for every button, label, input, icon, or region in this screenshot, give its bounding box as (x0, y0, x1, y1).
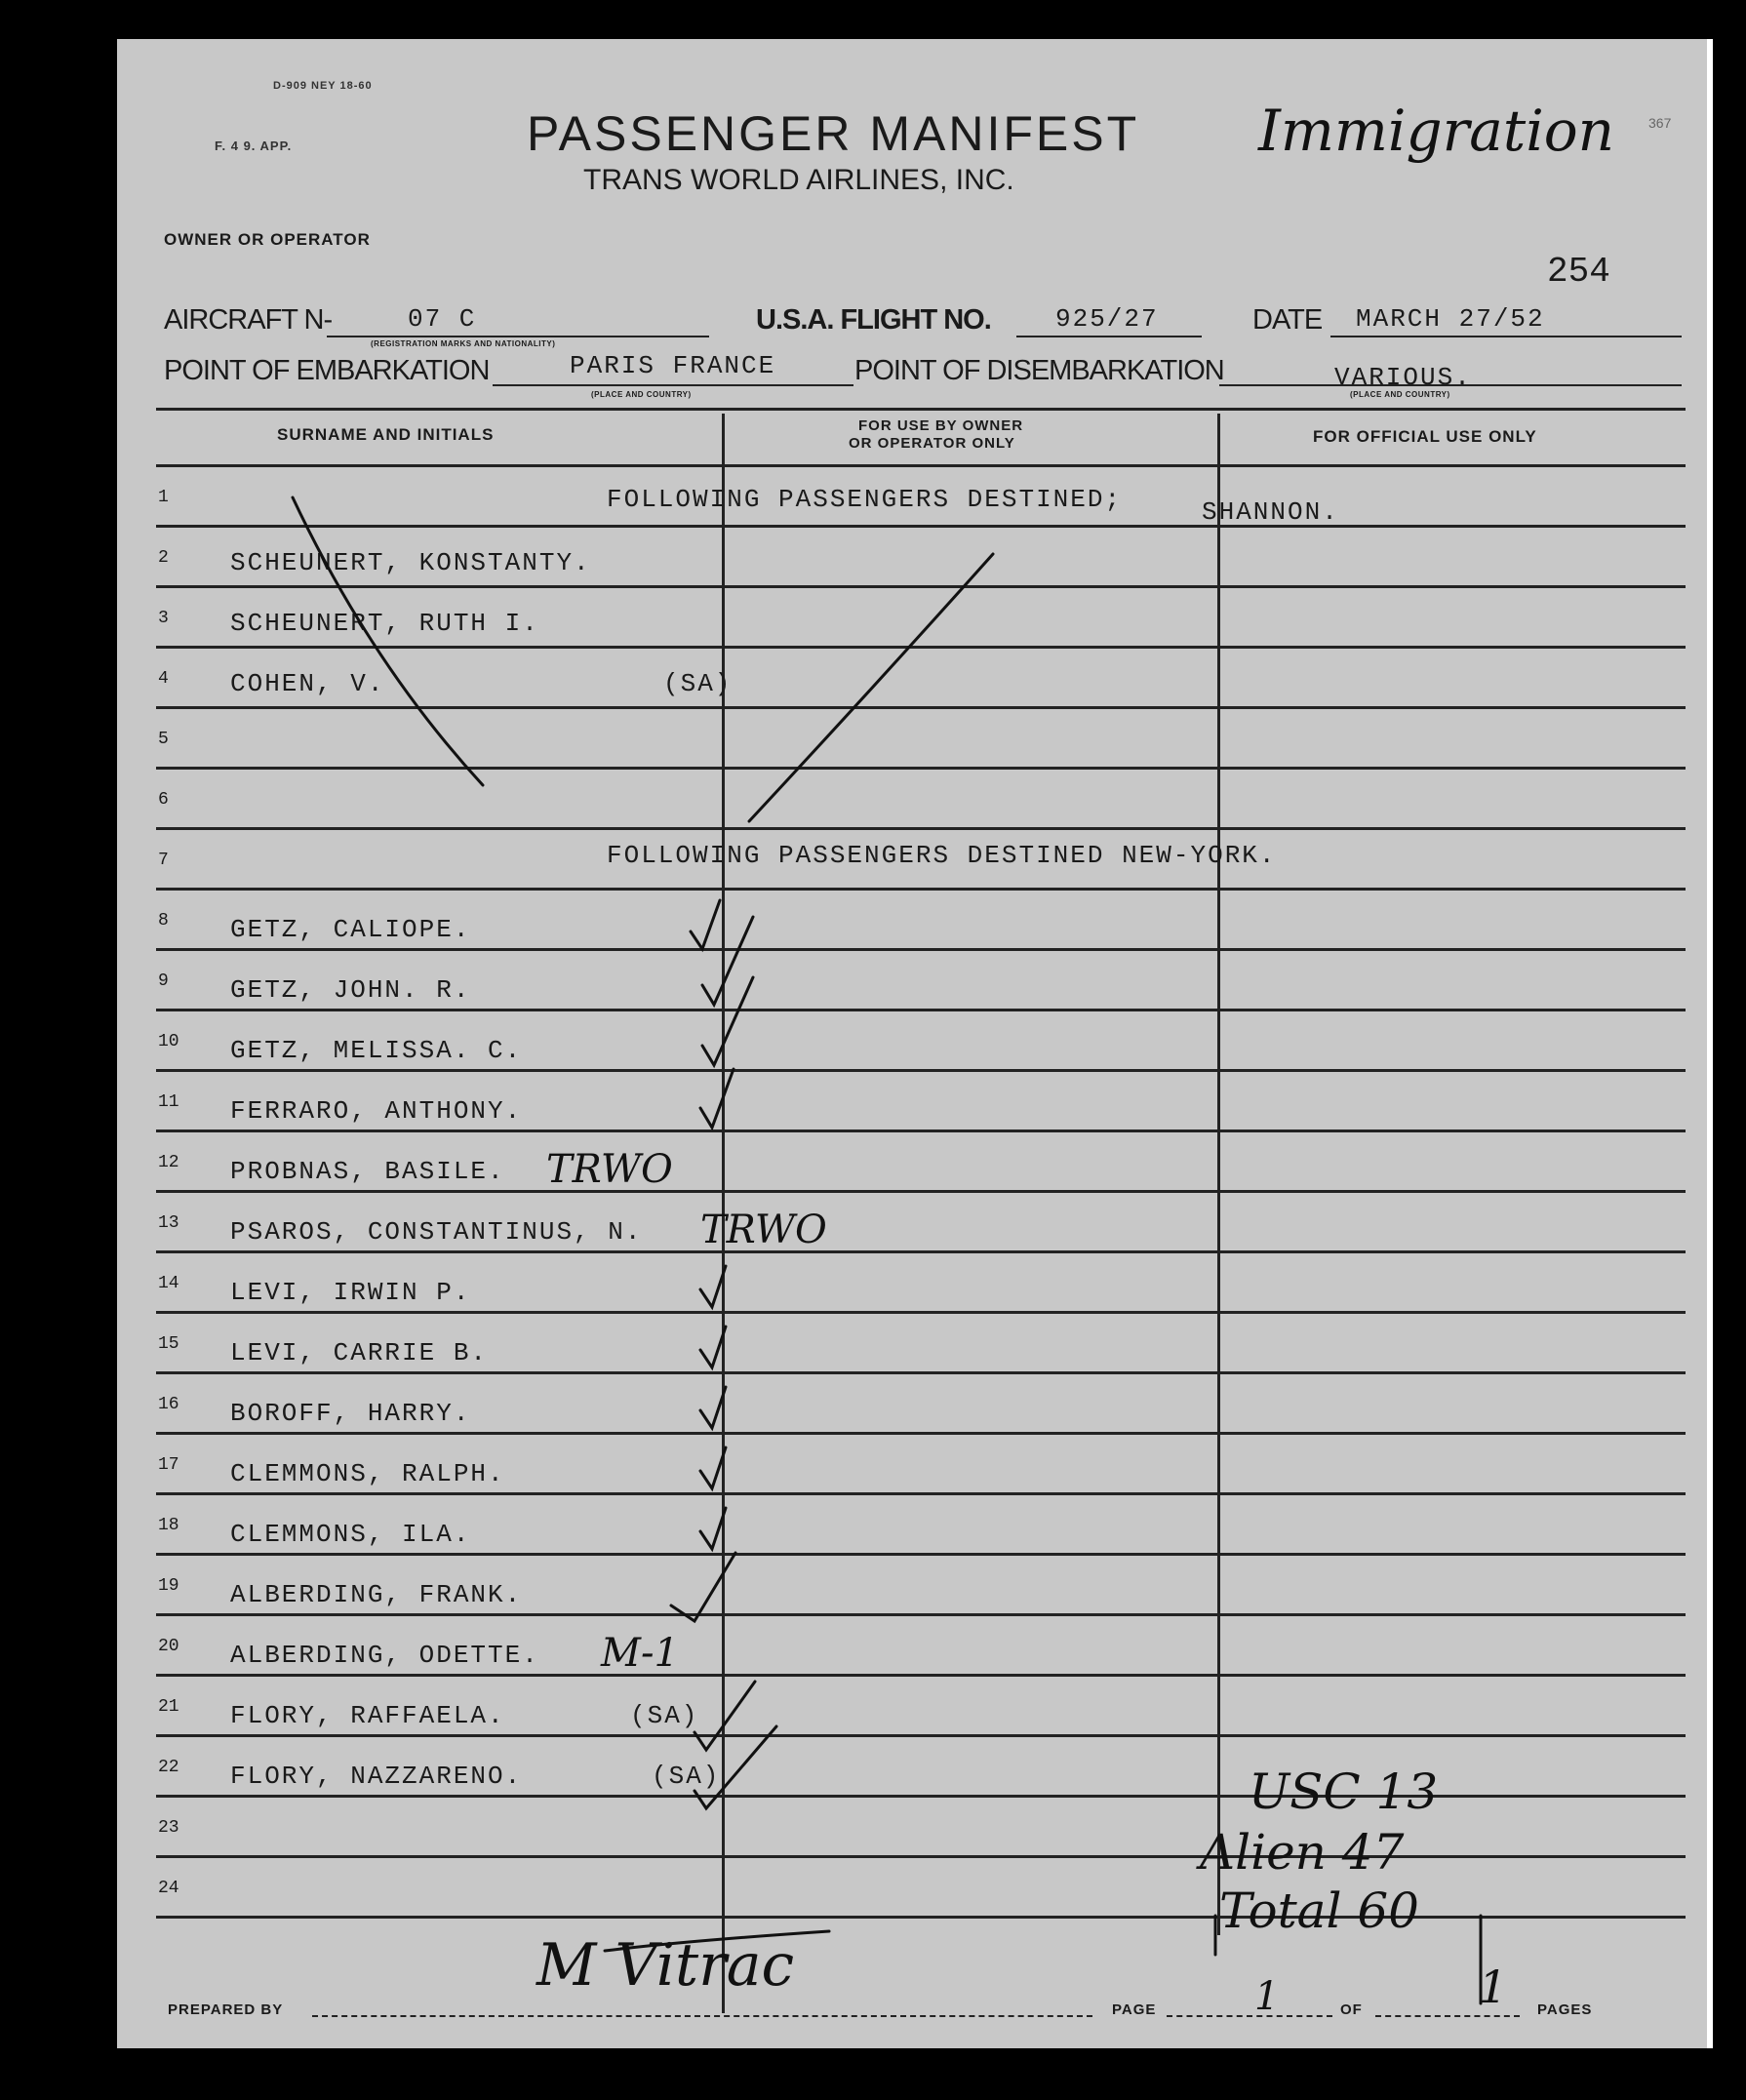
form-reference: F. 4 9. APP. (215, 139, 293, 153)
row-text: GETZ, MELISSA. C. (230, 1036, 523, 1065)
page-number: 1 (1254, 1974, 1280, 2019)
row-number: 20 (158, 1637, 179, 1656)
owner-label: OWNER OR OPERATOR (164, 230, 371, 249)
pages-label: PAGES (1537, 2001, 1593, 2018)
tally-alien: Alien 47 (1200, 1824, 1405, 1881)
disembarkation-label: POINT OF DISEMBARKATION (854, 355, 1224, 386)
check-mark (671, 1553, 735, 1621)
row-number: 24 (158, 1879, 179, 1898)
date-value: MARCH 27/52 (1356, 304, 1545, 334)
check-mark (694, 1682, 755, 1750)
row-number: 8 (158, 911, 169, 931)
row-number: 19 (158, 1576, 179, 1596)
check-mark (702, 977, 753, 1065)
tally-total: Total 60 (1219, 1882, 1419, 1939)
row-number: 16 (158, 1395, 179, 1414)
row-number: 22 (158, 1758, 179, 1777)
row-text: FLORY, RAFFAELA. (230, 1701, 505, 1730)
total-pages: 1 (1479, 1961, 1508, 2013)
row-number: 17 (158, 1455, 179, 1475)
row-extra: TRWO (700, 1208, 827, 1252)
row-text: GETZ, CALIOPE. (230, 915, 471, 944)
row-extra: SHANNON. (1202, 497, 1339, 527)
prepared-by-label: PREPARED BY (168, 2001, 284, 2018)
row-number: 5 (158, 730, 169, 749)
disembarkation-value: VARIOUS. (1334, 363, 1472, 392)
check-mark (700, 1327, 726, 1367)
embarkation-label: POINT OF EMBARKATION (164, 355, 490, 386)
row-text: FLORY, NAZZARENO. (230, 1762, 523, 1791)
page-label: PAGE (1112, 2001, 1157, 2018)
preparer-signature: M Vitrac (536, 1931, 795, 2000)
row-text: FERRARO, ANTHONY. (230, 1096, 523, 1126)
check-mark (700, 1266, 726, 1307)
disembarkation-caption: (PLACE AND COUNTRY) (1350, 390, 1450, 399)
embarkation-value: PARIS FRANCE (570, 351, 776, 380)
date-label: DATE (1252, 304, 1323, 336)
row-number: 18 (158, 1516, 179, 1535)
immigration-annotation: Immigration (1258, 98, 1615, 164)
row-number: 4 (158, 669, 169, 689)
flight-value: 925/27 (1055, 304, 1159, 334)
row-number: 2 (158, 548, 169, 568)
row-text: COHEN, V. (230, 669, 385, 698)
flight-label: U.S.A. FLIGHT NO. (756, 304, 991, 336)
document-title: PASSENGER MANIFEST (527, 106, 1140, 161)
check-mark (700, 1387, 726, 1428)
row-extra: (SA) (630, 1701, 699, 1730)
row-number: 10 (158, 1032, 179, 1051)
row-number: 14 (158, 1274, 179, 1293)
row-extra: M-1 (601, 1631, 679, 1676)
row-text: FOLLOWING PASSENGERS DESTINED NEW-YORK. (607, 841, 1277, 870)
row-text: LEVI, IRWIN P. (230, 1278, 471, 1307)
row-number: 6 (158, 790, 169, 810)
row-text: GETZ, JOHN. R. (230, 975, 471, 1005)
strike-line-right (749, 554, 993, 821)
row-number: 11 (158, 1092, 179, 1112)
of-label: OF (1340, 2001, 1363, 2018)
row-extra: (SA) (663, 669, 733, 698)
tally-bracket (1215, 1916, 1481, 2003)
row-text: ALBERDING, FRANK. (230, 1580, 523, 1609)
check-mark (700, 1069, 734, 1128)
check-mark (700, 1508, 726, 1549)
row-text: ALBERDING, ODETTE. (230, 1641, 539, 1670)
aircraft-value: 07 C (408, 304, 477, 334)
row-number: 21 (158, 1697, 179, 1717)
row-number: 9 (158, 971, 169, 991)
row-number: 23 (158, 1818, 179, 1838)
col-header-owner-1: FOR USE BY OWNER (858, 417, 1024, 434)
row-text: LEVI, CARRIE B. (230, 1338, 489, 1367)
row-number: 13 (158, 1213, 179, 1233)
company-name: TRANS WORLD AIRLINES, INC. (583, 164, 1014, 196)
signature-underline (605, 1931, 829, 1951)
row-extra: TRWO (546, 1147, 673, 1192)
row-number: 7 (158, 851, 169, 870)
row-text: CLEMMONS, ILA. (230, 1520, 471, 1549)
row-text: FOLLOWING PASSENGERS DESTINED; (607, 485, 1123, 514)
row-text: PROBNAS, BASILE. (230, 1157, 505, 1186)
check-mark (694, 1726, 776, 1808)
corner-number: 367 (1648, 115, 1672, 131)
row-number: 12 (158, 1153, 179, 1172)
row-text: CLEMMONS, RALPH. (230, 1459, 505, 1488)
col-header-official: FOR OFFICIAL USE ONLY (1313, 427, 1537, 446)
row-text: SCHEUNERT, RUTH I. (230, 609, 539, 638)
aircraft-label: AIRCRAFT N- (164, 304, 333, 336)
row-text: SCHEUNERT, KONSTANTY. (230, 548, 591, 577)
check-mark (691, 900, 720, 949)
embarkation-caption: (PLACE AND COUNTRY) (591, 390, 692, 399)
stamp-number: 254 (1547, 252, 1610, 292)
row-number: 3 (158, 609, 169, 628)
aircraft-caption: (REGISTRATION MARKS AND NATIONALITY) (371, 339, 556, 348)
form-number-line: D-909 NEY 18-60 (273, 80, 373, 92)
row-number: 1 (158, 488, 169, 507)
row-number: 15 (158, 1334, 179, 1354)
row-text: PSAROS, CONSTANTINUS, N. (230, 1217, 643, 1247)
col-header-owner-2: OR OPERATOR ONLY (849, 435, 1015, 452)
row-text: BOROFF, HARRY. (230, 1399, 471, 1428)
strike-line-left (293, 497, 483, 785)
row-extra: (SA) (652, 1762, 721, 1791)
col-header-surname: SURNAME AND INITIALS (277, 425, 495, 444)
tally-usc: USC 13 (1249, 1763, 1439, 1820)
check-mark (700, 1447, 726, 1488)
